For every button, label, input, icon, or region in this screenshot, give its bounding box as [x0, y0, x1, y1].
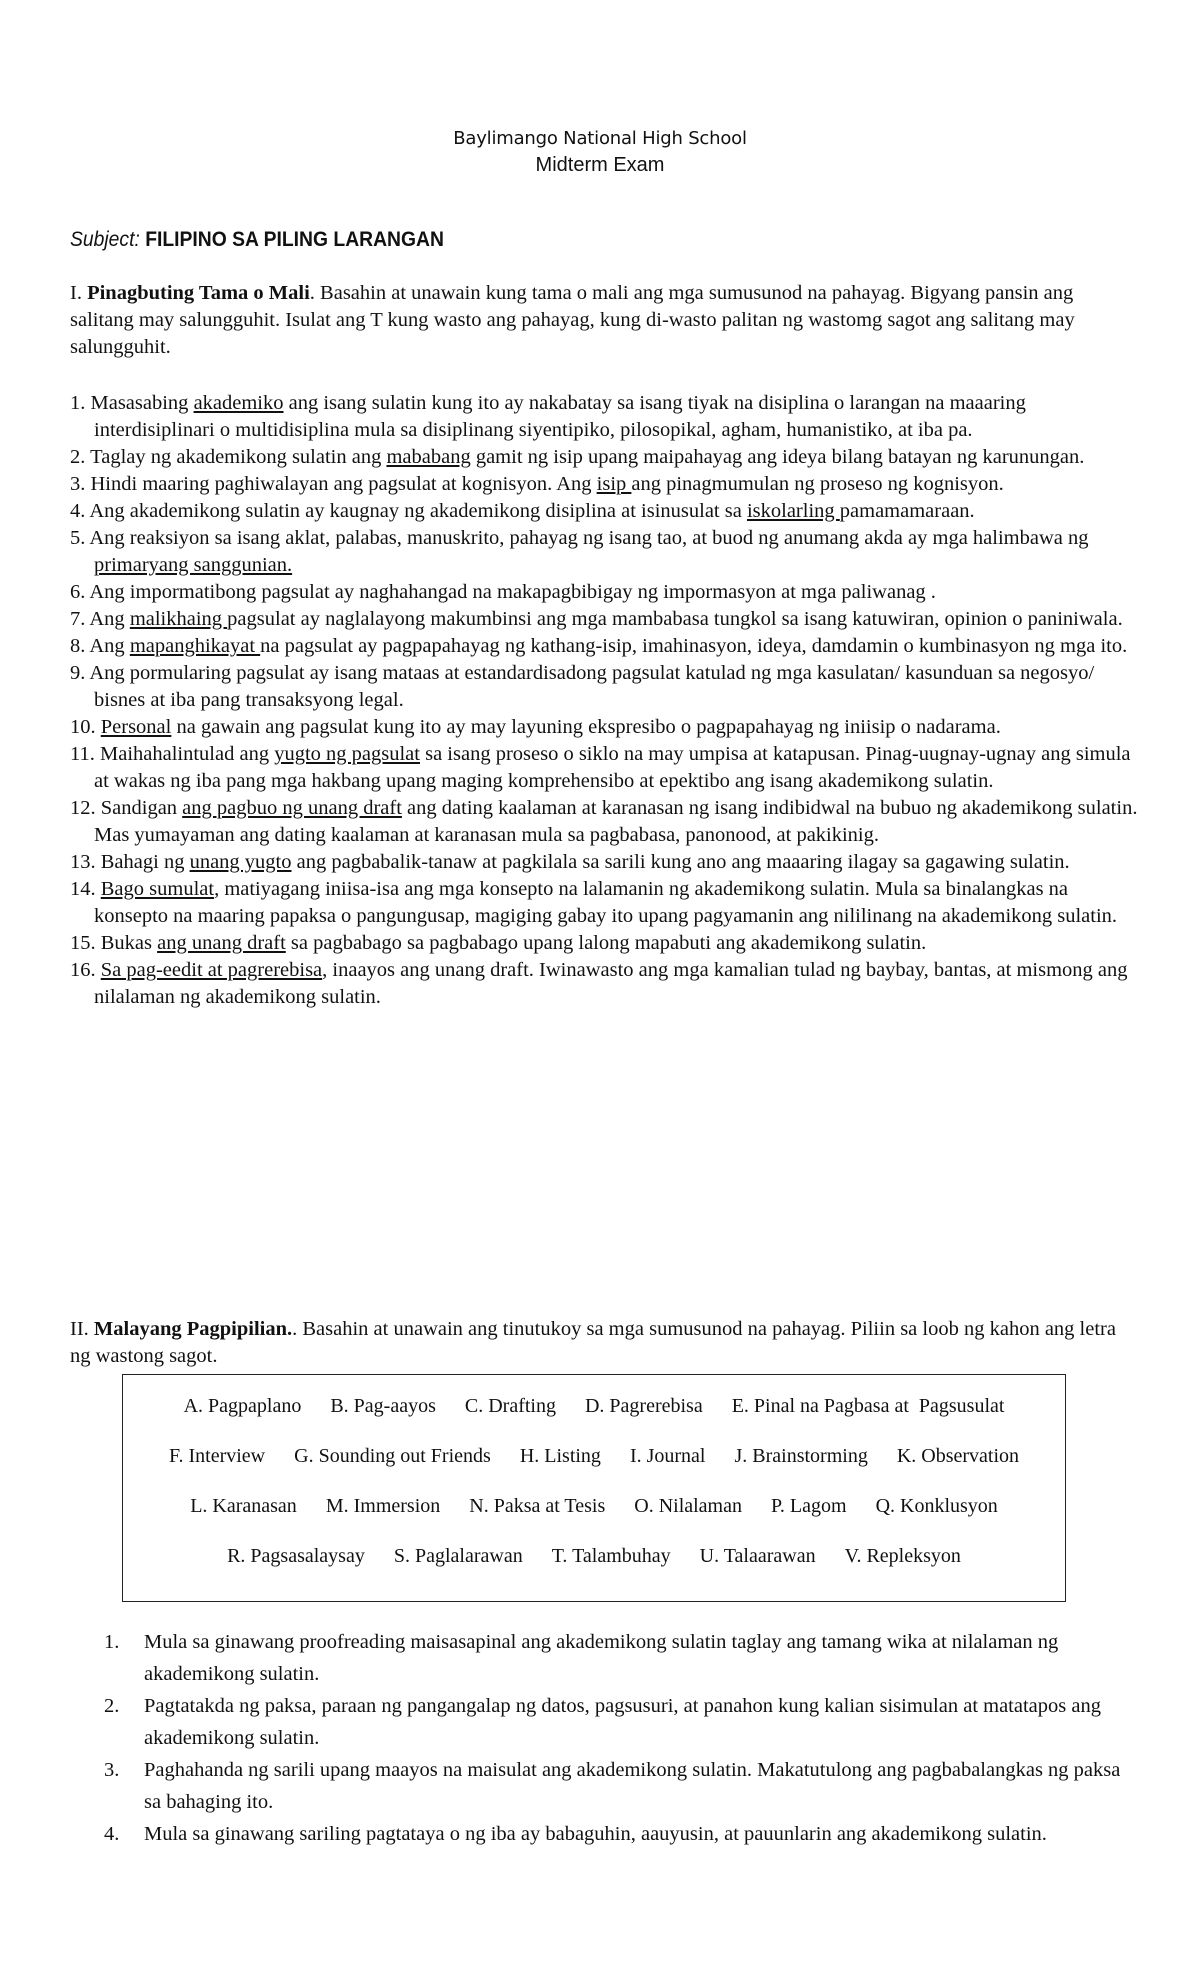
underlined-term: akademiko: [193, 392, 284, 414]
choice: T. Talambuhay: [551, 1545, 671, 1567]
list-item: 15. Bukas ang unang draft sa pagbabago sa pagbabago upang lalong mapabuti ang akademikong sulatin.: [70, 932, 927, 954]
list-item: 2. Taglay ng akademikong sulatin ang mababang gamit ng isip upang maipahayag ang ideya bilang batayan ng karunungan.: [70, 446, 1085, 468]
underlined-term: primaryang sanggunian.: [94, 554, 293, 576]
choice: F. Interview: [168, 1445, 266, 1467]
part1-instructions-text: . Basahin at unawain kung tama o mali ang mga sumusunod na pahayag. Bigyang pansin ang salitang may salungguhit. Isulat ang T kung wasto ang pahayag, kung di-wasto palitan ng wastomg sagot ang salitang may salungguhit.: [70, 282, 1075, 358]
choice-row: [123, 1545, 1065, 1568]
choice: N. Paksa at Tesis: [469, 1495, 606, 1517]
part2-instructions-text: . Basahin at unawain ang tinutukoy sa mga sumusunod na pahayag. Piliin sa loob ng kahon ang letra ng wastong sagot.: [70, 1318, 1116, 1367]
underlined-term: ang unang draft: [157, 932, 286, 954]
subject-line: [70, 228, 444, 252]
choice: R. Pagsasalaysay: [227, 1545, 365, 1567]
choice: H. Listing: [519, 1445, 601, 1467]
list-item: 8. Ang mapanghikayat na pagsulat ay pagpapahayag ng kathang-isip, imahinasyon, ideya, damdamin o kumbinasyon ng mga ito.: [70, 635, 1128, 657]
list-item: 10. Personal na gawain ang pagsulat kung ito ay may layuning ekspresibo o pagpapahayag ng iniisip o nadarama.: [70, 716, 1001, 738]
list-item: 4. Mula sa ginawang sariling pagtataya o ng iba ay babaguhin, aauyusin, at pauunlarin ang akademikong sulatin.: [104, 1823, 1047, 1845]
underlined-term: mapanghikayat: [129, 635, 261, 657]
underlined-term: mababang: [386, 446, 471, 468]
choice: D. Pagrerebisa: [584, 1395, 703, 1417]
subject-value: FILIPINO SA PILING LARANGAN: [145, 228, 444, 251]
choice: M. Immersion: [325, 1495, 441, 1517]
choice: C. Drafting: [464, 1395, 556, 1417]
list-item: 5. Ang reaksiyon sa isang aklat, palabas, manuskrito, pahayag ng isang tao, at buod ng anumang akda ay mga halimbawa ng primaryang sanggunian.: [70, 527, 1089, 576]
list-item: 11. Maihahalintulad ang yugto ng pagsulat sa isang proseso o siklo na may umpisa at katapusan. Pinag-uugnay-ugnay ang simula at wakas ng iba pang mga hakbang upang maging komprehensibo at epektibo ang isang akademikong sulatin.: [70, 743, 1131, 792]
choice: P. Lagom: [771, 1495, 847, 1517]
part2-numeral: II.: [70, 1318, 89, 1340]
choice: O. Nilalaman: [634, 1495, 742, 1517]
choice: U. Talaarawan: [699, 1545, 816, 1567]
underlined-term: unang yugto: [189, 851, 292, 873]
exam-title: Midterm Exam: [535, 154, 665, 176]
list-item: 6. Ang impormatibong pagsulat ay naghahangad na makapagbibigay ng impormasyon at mga paliwanag .: [70, 581, 936, 603]
choice: L. Karanasan: [190, 1495, 297, 1517]
choice: K. Observation: [896, 1445, 1020, 1467]
choice: A. Pagpaplano: [183, 1395, 302, 1417]
part1-instructions: [70, 280, 1140, 361]
choice: G. Sounding out Friends: [294, 1445, 491, 1467]
list-item: 2. Pagtatakda ng paksa, paraan ng pangangalap ng datos, pagsusuri, at panahon kung kalian sisimulan at matatapos ang akademikong sulatin.: [104, 1695, 1101, 1749]
list-item: 13. Bahagi ng unang yugto ang pagbabalik-tanaw at pagkilala sa sarili kung ano ang maaaring ilagay sa gagawing sulatin.: [70, 851, 1070, 873]
choice: E. Pinal na Pagbasa at Pagsusulat: [731, 1395, 1005, 1417]
choice: B. Pag-aayos: [330, 1395, 436, 1417]
underlined-term: isip: [596, 473, 632, 495]
list-item: 1. Masasabing akademiko ang isang sulatin kung ito ay nakabatay sa isang tiyak na disiplina o larangan na maaaring interdisiplinari o multidisiplina mula sa disiplinang siyentipiko, pilosopikal, agham, humanistiko, at iba pa.: [70, 392, 1026, 441]
choice: S. Paglalarawan: [393, 1545, 523, 1567]
choice-row: [123, 1395, 1065, 1418]
part2-items: [104, 1626, 1124, 1850]
underlined-term: Personal: [100, 716, 172, 738]
choice: V. Repleksyon: [844, 1545, 961, 1567]
list-item: 16. Sa pag-eedit at pagrerebisa, inaayos ang unang draft. Iwinawasto ang mga kamalian tulad ng baybay, bantas, at mismong ang nilalaman ng akademikong sulatin.: [70, 959, 1128, 1008]
underlined-term: Bago sumulat: [100, 878, 215, 900]
choice: J. Brainstorming: [734, 1445, 868, 1467]
underlined-term: malikhaing: [129, 608, 228, 630]
underlined-term: Sa pag-eedit at pagrerebisa: [100, 959, 323, 981]
underlined-term: yugto ng pagsulat: [274, 743, 420, 765]
subject-label: Subject:: [70, 228, 140, 251]
list-item: 3. Hindi maaring paghiwalayan ang pagsulat at kognisyon. Ang isip ang pinagmumulan ng proseso ng kognisyon.: [70, 473, 1004, 495]
part1-numeral: I.: [70, 282, 82, 304]
choices-box: [122, 1374, 1066, 1602]
list-item: 4. Ang akademikong sulatin ay kaugnay ng akademikong disiplina at isinusulat sa iskolarling pamamamaraan.: [70, 500, 975, 522]
list-item: 1. Mula sa ginawang proofreading maisasapinal ang akademikong sulatin taglay ang tamang wika at nilalaman ng akademikong sulatin.: [104, 1631, 1059, 1685]
list-item: 7. Ang malikhaing pagsulat ay naglalayong makumbinsi ang mga mambabasa tungkol sa isang katuwiran, opinion o paniniwala.: [70, 608, 1123, 630]
underlined-term: iskolarling: [746, 500, 840, 522]
choice: Q. Konklusyon: [875, 1495, 998, 1517]
part1-items: [70, 390, 1140, 1011]
list-item: 14. Bago sumulat, matiyagang iniisa-isa ang mga konsepto na lalamanin ng akademikong sulatin. Mula sa binalangkas na konsepto na maaring papaksa o pangungusap, magiging gabay ito upang pagyamanin ang nililinang na akademikong sulatin.: [70, 878, 1118, 927]
school-name: Baylimango National High School: [453, 128, 747, 149]
choice: I. Journal: [629, 1445, 706, 1467]
part1-title: Pinagbuting Tama o Mali: [87, 282, 310, 304]
choice-row: [123, 1495, 1065, 1518]
list-item: 9. Ang pormularing pagsulat ay isang mataas at estandardisadong pagsulat katulad ng mga kasulatan/ kasunduan sa negosyo/ bisnes at iba pang transaksyong legal.: [70, 662, 1095, 711]
list-item: 3. Paghahanda ng sarili upang maayos na maisulat ang akademikong sulatin. Makatutulong ang pagbabalangkas ng paksa sa bahaging ito.: [104, 1759, 1121, 1813]
part2-instructions: [70, 1316, 1140, 1370]
choice-row: [123, 1445, 1065, 1468]
part2-title: Malayang Pagpipilian.: [93, 1318, 293, 1340]
list-item: 12. Sandigan ang pagbuo ng unang draft ang dating kaalaman at karanasan ng isang indibidwal na bubuo ng akademikong sulatin. Mas yumayaman ang dating kaalaman at karanasan mula sa pagbabasa, panonood, at pakikinig.: [70, 797, 1138, 846]
underlined-term: ang pagbuo ng unang draft: [182, 797, 402, 819]
